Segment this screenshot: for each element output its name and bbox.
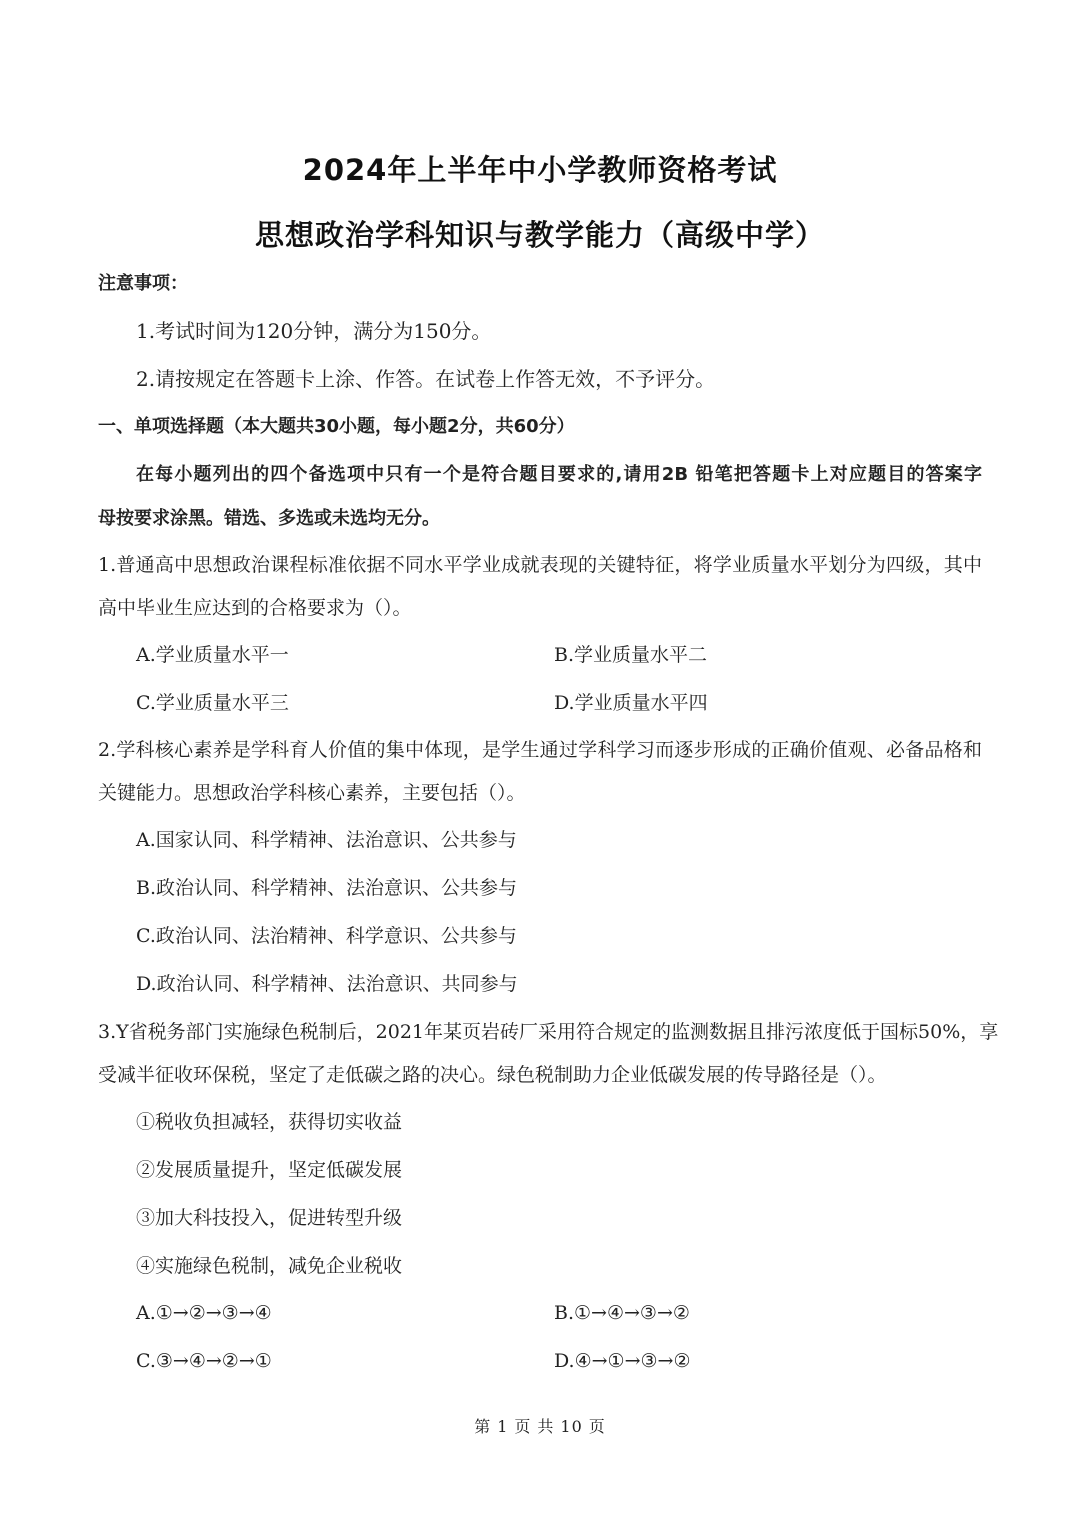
exam-title: 2024年上半年中小学教师资格考试	[302, 153, 778, 187]
footer-ye: 页	[514, 1417, 532, 1436]
option-c: C.政治认同、法治精神、科学意识、公共参与	[136, 925, 517, 947]
footer-total-pages: 10	[560, 1417, 583, 1436]
option-a: A.①→②→③→④	[136, 1302, 272, 1324]
question-stem: 高中毕业生应达到的合格要求为（）。	[98, 597, 412, 619]
footer-gong: 共	[537, 1417, 555, 1436]
option-a: A.学业质量水平一	[136, 644, 289, 666]
statement-item: ③加大科技投入，促进转型升级	[136, 1207, 403, 1229]
option-b: B.①→④→③→②	[554, 1302, 690, 1324]
statement-item: ④实施绿色税制，减免企业税收	[136, 1255, 403, 1277]
notice-heading: 注意事项：	[98, 273, 188, 294]
option-d: D.④→①→③→②	[554, 1350, 691, 1372]
footer-page-number: 1	[497, 1417, 509, 1436]
option-c: C.③→④→②→①	[136, 1350, 272, 1372]
section-heading: 一、单项选择题（本大题共30小题，每小题2分，共60分）	[98, 416, 575, 437]
option-a: A.国家认同、科学精神、法治意识、公共参与	[136, 829, 517, 851]
page-footer	[0, 1414, 1080, 1437]
option-c: C.学业质量水平三	[136, 692, 289, 714]
question-stem: 1.普通高中思想政治课程标准依据不同水平学业成就表现的关键特征，将学业质量水平划分为四级，其中	[98, 554, 982, 576]
exam-subtitle: 思想政治学科知识与教学能力（高级中学）	[254, 218, 825, 252]
question-stem: 2.学科核心素养是学科育人价值的集中体现，是学生通过学科学习而逐步形成的正确价值观、必备品格和	[98, 739, 982, 761]
footer-di: 第	[474, 1417, 492, 1436]
section-instruction: 在每小题列出的四个备选项中只有一个是符合题目要求的,请用2B 铅笔把答题卡上对应题目的答案字	[136, 464, 982, 485]
statement-item: ②发展质量提升，坚定低碳发展	[136, 1159, 403, 1181]
statement-item: ①税收负担减轻，获得切实收益	[136, 1111, 403, 1133]
option-d: D.学业质量水平四	[554, 692, 708, 714]
section-instruction: 母按要求涂黑。错选、多选或未选均无分。	[98, 508, 440, 529]
footer-ye2: 页	[588, 1417, 606, 1436]
question-stem: 受减半征收环保税，坚定了走低碳之路的决心。绿色税制助力企业低碳发展的传导路径是（）。	[98, 1064, 887, 1086]
option-b: B.政治认同、科学精神、法治意识、公共参与	[136, 877, 518, 899]
notice-item: 2.请按规定在答题卡上涂、作答。在试卷上作答无效，不予评分。	[136, 367, 716, 391]
option-b: B.学业质量水平二	[554, 644, 708, 666]
notice-item: 1.考试时间为120分钟，满分为150分。	[136, 319, 492, 343]
option-d: D.政治认同、科学精神、法治意识、共同参与	[136, 973, 518, 995]
question-stem: 关键能力。思想政治学科核心素养，主要包括（）。	[98, 782, 526, 804]
question-stem: 3.Y省税务部门实施绿色税制后，2021年某页岩砖厂采用符合规定的监测数据且排污浓度低于国标50%，享	[98, 1021, 999, 1043]
